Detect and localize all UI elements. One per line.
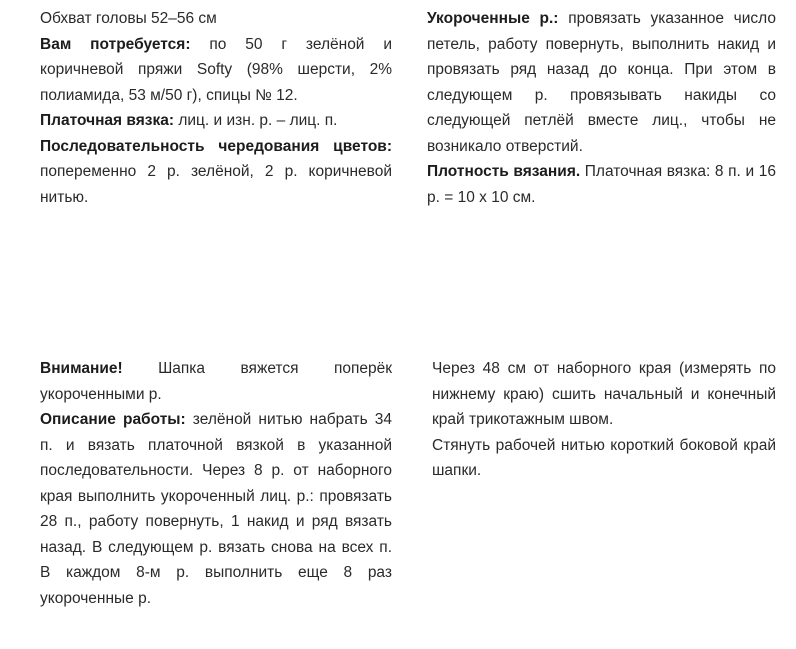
materials-column — [40, 6, 392, 210]
description-text: зелёной нитью набрать 34 п. и вязать платочной вязкой в указанной последовательности. Через 8 р. от наборного края выполнить укороченный лиц. р.: провязать 28 п., работу повернуть, 1 накид и ряд вязать назад. В следующем р. вязать снова на всех п. В каждом 8-м р. выполнить еще 8 раз укороченные р. — [40, 411, 392, 607]
head-size-text: Обхват головы 52–56 см — [40, 10, 217, 27]
gauge-paragraph — [427, 159, 776, 210]
attention-label: Внимание! — [40, 360, 123, 377]
stitch-text: лиц. и изн. р. – лиц. п. — [174, 112, 338, 129]
color-sequence-paragraph — [40, 134, 392, 211]
attention-text: Шапка вяжется поперёк укороченными р. — [40, 360, 392, 403]
short-rows-label: Укороченные р.: — [427, 10, 559, 27]
stitch-paragraph — [40, 108, 392, 134]
short-rows-text: провязать указанное число петель, работу повернуть, выполнить накид и провязать ряд назад до конца. При этом в следующем р. провязывать накиды со следующей петлёй вместе лиц., чтобы не возникало отверстий. — [427, 10, 776, 155]
stitch-label: Платочная вязка: — [40, 112, 175, 129]
materials-label: Вам потребуется: — [40, 35, 191, 53]
color-sequence-label: Последовательность чередования цветов: — [40, 137, 392, 155]
finishing-paragraph: Стянуть рабочей нитью короткий боковой край шапки. — [432, 436, 776, 479]
description-label: Описание работы: — [40, 411, 186, 428]
short-rows-paragraph — [427, 6, 776, 159]
color-sequence-text: попеременно 2 р. зелёной, 2 р. коричневой нитью. — [40, 163, 392, 206]
materials-paragraph — [40, 32, 392, 109]
instructions-column-right — [432, 356, 776, 484]
instructions-column-left — [40, 356, 392, 611]
assembly-paragraph: Через 48 см от наборного края (измерять по нижнему краю) сшить начальный и конечный край трикотажным швом. — [432, 360, 776, 428]
gauge-text: Платочная вязка: 8 п. и 16 р. = 10 х 10 см. — [427, 163, 776, 206]
technique-column — [427, 6, 776, 210]
materials-text: по 50 г зелёной и коричневой пряжи Softy (98% шерсти, 2% полиамида, 53 м/50 г), спицы № 12. — [40, 35, 393, 104]
attention-paragraph — [40, 356, 392, 407]
gauge-label: Плотность вязания. — [427, 163, 581, 180]
description-paragraph — [40, 407, 392, 611]
